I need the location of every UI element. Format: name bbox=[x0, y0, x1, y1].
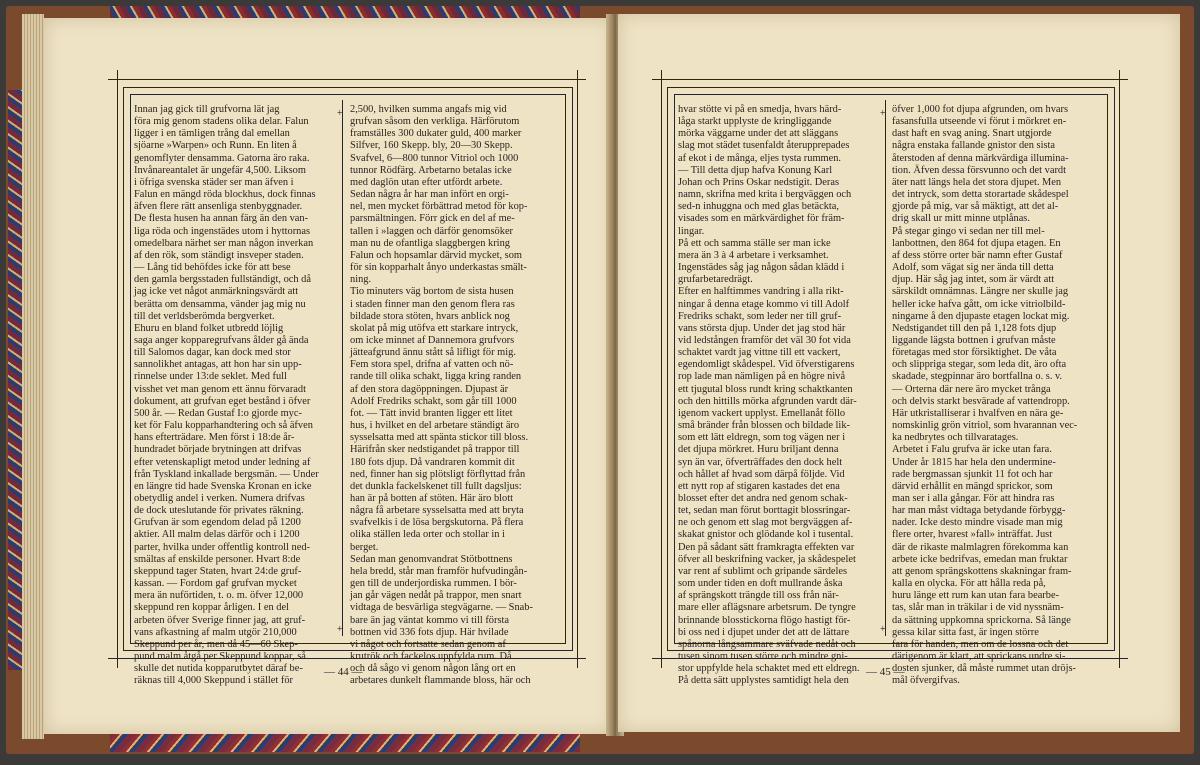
right-crop-line-right bbox=[1119, 70, 1120, 668]
left-rule-mark-top: + bbox=[337, 108, 343, 119]
right-page-column-2: öfver 1,000 fot djupa afgrunden, om hvars fasansfulla utseende vi förut i mörkret en- dast haft en svag aning. Snart utgjorde några enstaka fallande gnistor den sista återstoden af denna märkvärdiga illumina- tion. Äfven dessa försvunno och det vardt äter natt längs hela det stora djupet. Men det intryck, som detta storartade skådespel gjorde på mig, var så mäktigt, att det al- drig skall ur mitt minne utplånas. På stegar gingo vi sedan ner till mel- lanbottnen, den 864 fot djupa etagen. En af dess större orter bär namn efter Gustaf Adolf, som vägat sig ner ända till detta djup. Här såg jag intet, som är värdt att särskildt omnämnas. Längre ner skulle jag heller icke hafva gått, om icke vitriolbild- ningarne å den djupaste etagen lockat mig. Nedstigandet till den på 1,128 fots djup liggande lägsta bottnen i grufvan måste företagas med stor försiktighet. De våta och slippriga stegar, som leda dit, äro ofta skadade, stegpinnar äro bortfallna o. s. v. — Orterna där nere äro mycket trånga och delvis starkt besvärade af vattendropp. Här utkristalliserar i hvalfven en nära ge- nomskinlig grön vitriol, som hvarannan vec- ka nedbrytes och tillvaratages. Arbetet i Falu grufva är icke utan fara. Under år 1815 har hela den undermine- rade bergmassan sjunkit 11 fot och har därvid erhållit en mängd sprickor, som man ser i alla gångar. För att hindra ras har man måst vidtaga betydande förbygg- nader. Icke desto mindre visade man mig flere orter, hvarest »fall» inträffat. Just där de rikaste malmlagren förekomma kan arbete icke bedrifvas, emedan man fruktar att genom sprängskottens skakningar fram- kalla en olycka. För att hålla reda på, huru länge ett rum kan utan fara bearbe- tas, slår man in träkilar i de vid nyssnäm- da sättning uppkomna sprickorna. Så länge gessa kilar sitta fast, är ingen större fara för handen, men om de lossna och det därigenom är klart, att sprickans undre si- dosten sjunker, då måste rummet utan dröjs- mål öfvergifvas. bbox=[892, 104, 1078, 687]
right-crop-line-top bbox=[652, 79, 1128, 80]
right-crop-line-left bbox=[661, 70, 662, 668]
right-rule-mark-bottom: + bbox=[880, 624, 886, 635]
left-column-rule bbox=[342, 100, 343, 636]
right-rule-mark-top: + bbox=[880, 108, 886, 119]
left-crop-line-left bbox=[117, 70, 118, 668]
left-page-column-1: Innan jag gick till grufvorna lät jag föra mig genom stadens olika delar. Falun ligger i en tämligen trång dal emellan sjöarne »Warpen» och Runn. En liten å genomflyter densamma. Gatorna äro raka. Invånareantalet är ungefär 4,500. Liksom i öfriga svenska städer ser man äfven i Falun en mängd röda blockhus, dock finnas äfven flere rätt ansenliga stenbyggnader. De flesta husen ha annan färg än den van- liga röda och ingenstädes utom i hyttornas omedelbara närhet ser man någon inverkan af den rök, som ständigt insveper staden. — Lång tid behöfdes icke för att bese den gamla bergsstaden fullständigt, och då jag icke vet något anmärkningsvärdt att berätta om densamma, vänder jag mig nu till det verldsberömda bergverket. Ehuru en bland folket utbredd löjlig saga anger kopparegrufvans ålder gå ända till Salomos dagar, kan dock med stor sannolikhet antagas, att hon har sin upp- rinnelse under 13:de seklet. Med full visshet vet man genom ett ännu förvaradt dokument, att grufvan eget bestånd i öfver 500 år. — Redan Gustaf I:o gjorde myc- ket för Falu kopparhandtering och så äfven hans efterträdare. Men först i 18:de år- hundradet började brytningen att drifvas efter vetenskapligt metod under ledning af från Tyskland inkallade bergsmän. — Under en längre tid hade Svenska Kronan en icke obetydlig andel i verken. Numera drifvas de dock uteslutande för privates räkning. Grufvan är som egendom delad på 1200 aktier. All malm delas därför och i 1200 parter, hvilka under offentlig kontroll ned- smältas af enskilde personer. Hvart 8:de skeppund tager Staten, hvart 24:de gruf- kassan. — Fordom gaf grufvan mycket mera än nuförtiden, t. o. m. öfver 12,000 skeppund ren koppar årligen. I en del arbeten öfver Sverige finner jag, att gruf- vans afkastning af malm utgör 210,000 Skeppund per år, men då 45—60 Skep- pund malm åtgå per Skeppund koppar, så skulle det nutida kopparutbytet däraf be- räknas till 4,000 Skeppund i stället för bbox=[134, 104, 319, 687]
left-page-number: — 44 — bbox=[324, 666, 363, 678]
marbled-edge-bottom bbox=[110, 734, 580, 752]
right-page-number: — 45 — bbox=[866, 666, 905, 678]
left-crop-line-top bbox=[108, 79, 586, 80]
left-rule-mark-bottom: + bbox=[337, 624, 343, 635]
left-crop-line-right bbox=[577, 70, 578, 668]
page-edges bbox=[22, 14, 44, 739]
marbled-edge-left bbox=[8, 90, 22, 670]
right-page-column-1: hvar stötte vi på en smedja, hvars härd- låga starkt upplyste de kringliggande mörka väggarne under det att släggans slag mot städet tusenfaldt återupprepades af ekot i de många, eljes tysta rummen. — Till detta djup hafva Konung Karl Johan och Prins Oskar nedstigit. Deras namn, skrifna med krita i bergväggen och sed-n inhuggna och med glas betäckta, visades som en märkvärdighet för främ- lingar. På ett och samma ställe ser man icke mera än 3 à 4 arbetare i verksamhet. Ingenstädes såg jag någon sådan klädd i grufarbetaredrägt. Efter en halftimmes vandring i alla rikt- ningar å denna etage kommo vi till Adolf Fredriks schakt, som leder ner till gruf- vans största djup. Under det jag stod här vid ledstången framför det väl 30 fot vida schaktet vardt jag vittne till ett vackert, egendomligt skådespel. Vid öfverstigarens rop lade man nämligen på en högre nivå ett tjugutal bloss rundt kring schaktkanten och den hittills mörka afgrunden vardt där- igenom vackert upplyst. Emellanåt föllo små bränder från blossen och bildade lik- som ett lätt eldregn, som tog vägen ner i det djupa mörkret. Huru briljant denna syn än var, öfverträffades den dock helt och hållet af hvad som därpå följde. Vid ett nytt rop af stigaren kastades det ena blosset efter det andra ned genom schak- tet, sedan man förut borttagit blossringar- ne och genom ett slag mot bergväggen af- skakat gnistor och glödande kol i tusental. Den på sådant sätt framkragta effekten var öfver all beskrifning vacker, ja skådespelet var rent af sublimt och gripande särdeles som under tiden en doft mullrande åska af sprängskott trängde till oss från när- mare eller aflägsnare arbetsrum. De tyngre brinnande blosstickorna flögo hastigt för- bi oss ned i djupet under det att de lättare spånorna långsammare sväfvade nedåt och tusen sinom tusen större och mindre gni- stor uppfylde hela schaktet med ett eldregn. På detta sätt upplystes samtidigt hela den bbox=[678, 104, 860, 687]
left-page-column-2: 2,500, hvilken summa angafs mig vid grufvan såsom den verkliga. Härförutom framställes 300 dukater guld, 400 marker Silfver, 160 Skepp. bly, 20—30 Skepp. Svafvel, 6—800 tunnor Vitriol och 1000 tunnor Rödfärg. Arbetarno betalas icke med daglön utan efter utfördt arbete. Sedan några år har man infört en orgi- nel, men mycket förbättrad metod för kop- parsmältningen. Förr gick en del af me- tallen i »laggen och därför genomsöker man nu de ofantliga slaggbergen kring Falun och hopsamlar därvid mycket, som för sin kopparhalt ånyo underkastas smält- ning. Tio minuters väg bortom de sista husen i staden finner man den genom flera ras bildade stora stöten, hvars anblick nog skolat på mig utöfva ett starkare intryck, om icke minnet af Dannemora grufvors jätteafgrund ännu stått så lifligt för mig. Fem stora spel, drifna af vatten och nö- rande till olika schakt, ligga kring randen af den stora dagöppningen. Djupast är Adolf Fredriks schakt, som går till 1000 fot. — Tätt invid branten ligger ett litet hus, i hvilket en del arbetare ständigt äro sysselsatta med att späntа stickor till bloss. Härifrån sker nedstigandet på trappor till 180 fots djup. Då vandraren kommit dit ned, finner han sig plötsligt förflyttad från det dunkla fackelskenet till fullt dagsljus: han är på botten af stöten. Här äro blott några få arbetare sysselsatta med att bryta svafvelkis i de lösa bergskutorna. På flera olika ställen leda orter och stollar in i berget. Sedan man genomvandrat Stötbottnens hela bredd, står man framför hufvudingån- gen till de underjordiska rummen. I bör- jan går vägen nedåt på trappor, men snart vidtaga de besvärliga stegvägarne. — Snab- bare än jag väntat kommo vi till första bottnen vid 336 fots djup. Här hvilade vi något och fortsatte sedan genom af krutrök och fackelos uppfylda rum. Då och då sågo vi genom någon lång ort en arbetares dunkelt flammande bloss, här och bbox=[350, 104, 533, 687]
right-column-rule bbox=[885, 100, 886, 636]
